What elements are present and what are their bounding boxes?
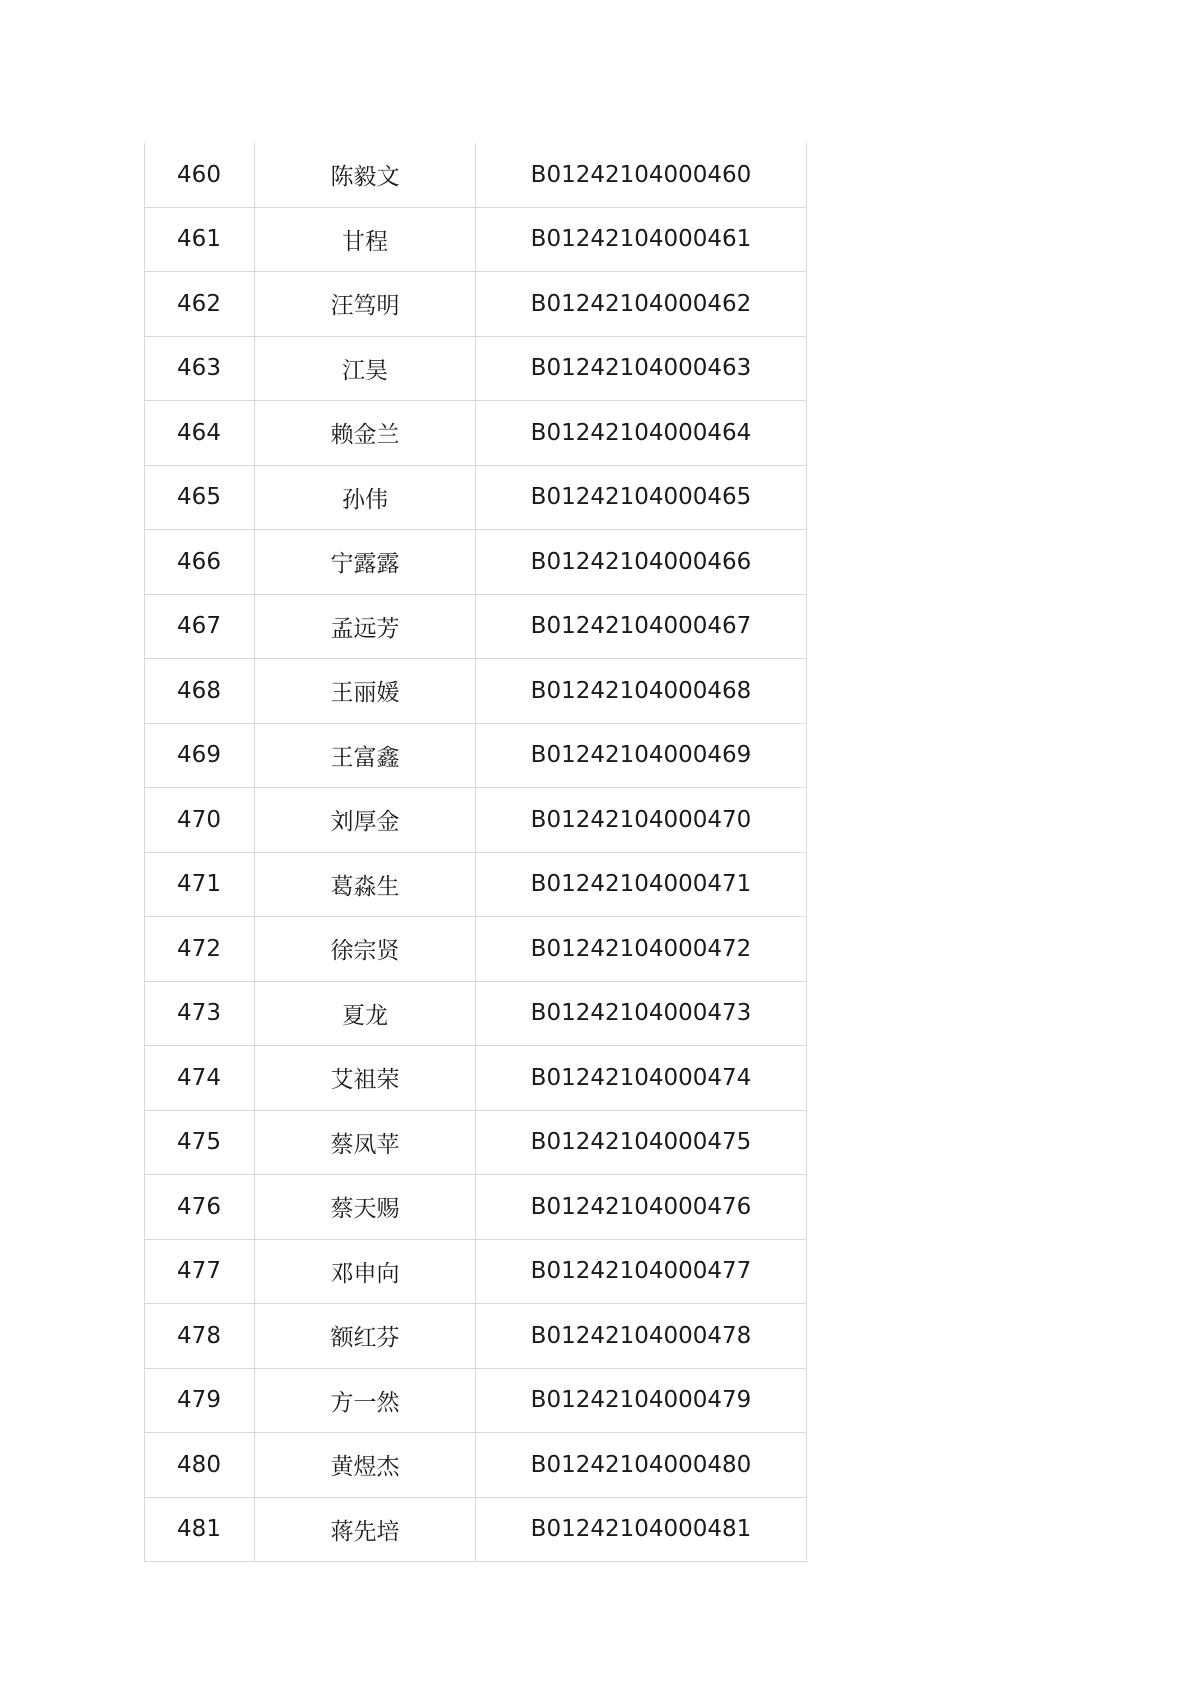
- table-row: [145, 1433, 807, 1498]
- name-cell: 孟远芳: [255, 594, 476, 659]
- table-row: [145, 1110, 807, 1175]
- name-cell: 方一然: [255, 1368, 476, 1433]
- name-cell: 徐宗贤: [255, 917, 476, 982]
- admission-id-cell: B01242104000466: [476, 530, 807, 595]
- row-number-cell: 478: [145, 1304, 255, 1369]
- name-cell: 甘程: [255, 207, 476, 272]
- admission-id-cell: B01242104000475: [476, 1110, 807, 1175]
- row-number-cell: 470: [145, 788, 255, 853]
- row-number-cell: 471: [145, 852, 255, 917]
- row-number-cell: 479: [145, 1368, 255, 1433]
- name-cell: 赖金兰: [255, 401, 476, 466]
- admission-id-cell: B01242104000463: [476, 336, 807, 401]
- table-row: [145, 336, 807, 401]
- name-cell: 艾祖荣: [255, 1046, 476, 1111]
- admission-id-cell: B01242104000478: [476, 1304, 807, 1369]
- row-number-cell: 472: [145, 917, 255, 982]
- table-row: [145, 272, 807, 337]
- admission-id-cell: B01242104000469: [476, 723, 807, 788]
- admission-id-cell: B01242104000473: [476, 981, 807, 1046]
- admission-id-cell: B01242104000461: [476, 207, 807, 272]
- table-row: [145, 594, 807, 659]
- admission-id-cell: B01242104000479: [476, 1368, 807, 1433]
- table-row: [145, 917, 807, 982]
- row-number-cell: 463: [145, 336, 255, 401]
- name-cell: 蔡凤苹: [255, 1110, 476, 1175]
- row-number-cell: 480: [145, 1433, 255, 1498]
- table-row: [145, 981, 807, 1046]
- row-number-cell: 462: [145, 272, 255, 337]
- roster-table: [144, 143, 807, 1562]
- table-row: [145, 1175, 807, 1240]
- table-row: [145, 1046, 807, 1111]
- name-cell: 孙伟: [255, 465, 476, 530]
- row-number-cell: 474: [145, 1046, 255, 1111]
- admission-id-cell: B01242104000481: [476, 1497, 807, 1562]
- row-number-cell: 466: [145, 530, 255, 595]
- table-row: [145, 1497, 807, 1562]
- name-cell: 蔡天赐: [255, 1175, 476, 1240]
- name-cell: 王富鑫: [255, 723, 476, 788]
- table-row: [145, 465, 807, 530]
- admission-id-cell: B01242104000460: [476, 143, 807, 207]
- table-row: [145, 1368, 807, 1433]
- admission-id-cell: B01242104000477: [476, 1239, 807, 1304]
- row-number-cell: 467: [145, 594, 255, 659]
- name-cell: 江昊: [255, 336, 476, 401]
- admission-id-cell: B01242104000462: [476, 272, 807, 337]
- admission-id-cell: B01242104000474: [476, 1046, 807, 1111]
- admission-id-cell: B01242104000470: [476, 788, 807, 853]
- row-number-cell: 481: [145, 1497, 255, 1562]
- row-number-cell: 468: [145, 659, 255, 724]
- table-row: [145, 1304, 807, 1369]
- table-row: [145, 659, 807, 724]
- table-row: [145, 401, 807, 466]
- row-number-cell: 477: [145, 1239, 255, 1304]
- name-cell: 宁露露: [255, 530, 476, 595]
- table-row: [145, 530, 807, 595]
- row-number-cell: 464: [145, 401, 255, 466]
- name-cell: 汪笃明: [255, 272, 476, 337]
- admission-id-cell: B01242104000465: [476, 465, 807, 530]
- table-row: [145, 143, 807, 207]
- table-row: [145, 723, 807, 788]
- admission-id-cell: B01242104000471: [476, 852, 807, 917]
- admission-id-cell: B01242104000468: [476, 659, 807, 724]
- row-number-cell: 460: [145, 143, 255, 207]
- admission-id-cell: B01242104000464: [476, 401, 807, 466]
- name-cell: 刘厚金: [255, 788, 476, 853]
- admission-id-cell: B01242104000476: [476, 1175, 807, 1240]
- row-number-cell: 475: [145, 1110, 255, 1175]
- row-number-cell: 473: [145, 981, 255, 1046]
- row-number-cell: 461: [145, 207, 255, 272]
- name-cell: 蒋先培: [255, 1497, 476, 1562]
- name-cell: 邓申向: [255, 1239, 476, 1304]
- name-cell: 王丽媛: [255, 659, 476, 724]
- table-row: [145, 788, 807, 853]
- admission-id-cell: B01242104000472: [476, 917, 807, 982]
- name-cell: 黄煜杰: [255, 1433, 476, 1498]
- name-cell: 夏龙: [255, 981, 476, 1046]
- row-number-cell: 476: [145, 1175, 255, 1240]
- roster-table-body: [145, 143, 807, 1562]
- name-cell: 陈毅文: [255, 143, 476, 207]
- table-row: [145, 207, 807, 272]
- row-number-cell: 469: [145, 723, 255, 788]
- admission-id-cell: B01242104000467: [476, 594, 807, 659]
- table-row: [145, 852, 807, 917]
- name-cell: 葛淼生: [255, 852, 476, 917]
- admission-id-cell: B01242104000480: [476, 1433, 807, 1498]
- table-row: [145, 1239, 807, 1304]
- name-cell: 额红芬: [255, 1304, 476, 1369]
- row-number-cell: 465: [145, 465, 255, 530]
